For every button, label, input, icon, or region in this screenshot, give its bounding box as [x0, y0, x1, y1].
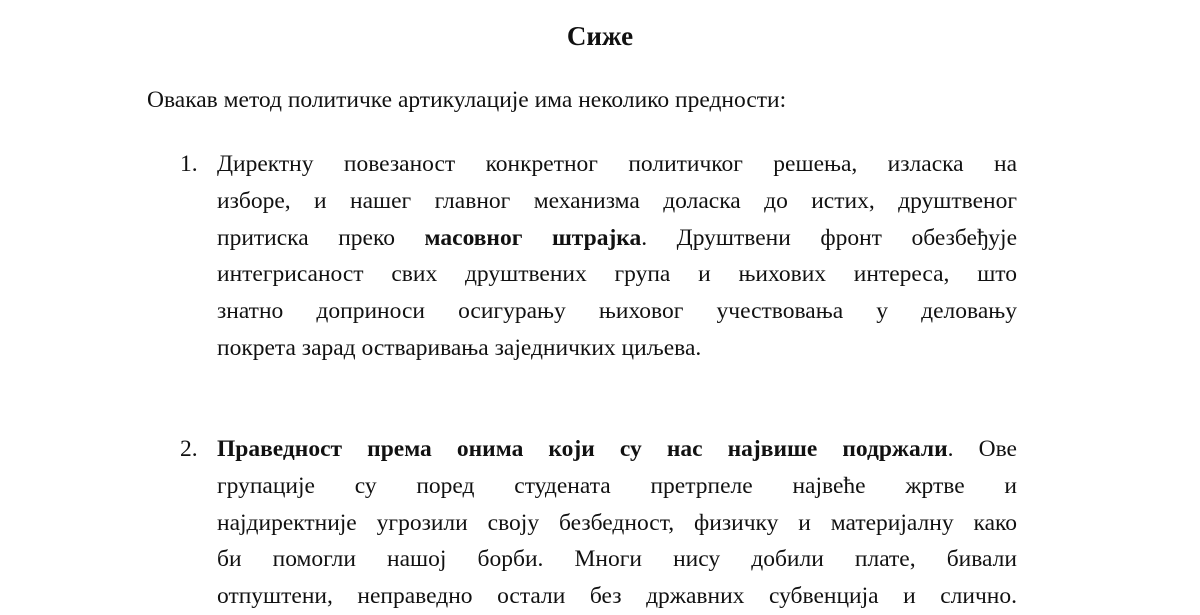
text-line: [217, 431, 1017, 468]
text-run: отпуштени, неправедно остали без државних субвенција и слично.: [217, 583, 1017, 610]
list-item-number: 2.: [180, 436, 198, 462]
bold-text-run: Праведност према онима који су нас највише подржали: [217, 436, 948, 462]
text-run: знатно доприноси осигурању њиховог учествовања у деловању: [217, 298, 1017, 325]
text-line: [217, 468, 1017, 505]
text-run: би помогли нашој борби. Многи нису добили плате, бивали: [217, 546, 1017, 573]
text-line: [217, 330, 1017, 367]
text-run: . Ове: [947, 436, 1017, 462]
text-line: [217, 293, 1017, 330]
text-run: Директну повезаност конкретног политичког решења, изласка на: [217, 151, 1017, 177]
text-line: [217, 220, 1017, 257]
text-run: најдиректније угрозили своју безбедност, физичку и материјалну како: [217, 509, 1017, 536]
document-title: Сиже: [566, 21, 634, 51]
text-run: интегрисаност свих друштвених група и њихових интереса, што: [217, 261, 1017, 288]
list-item: [180, 146, 1060, 367]
text-run: . Друштвени фронт обезбеђује: [641, 224, 1018, 251]
text-line: [217, 256, 1017, 293]
text-line: [217, 541, 1017, 578]
text-line: [217, 578, 1017, 615]
text-run: покрета зарад остваривања заједничких циљева.: [217, 334, 702, 361]
text-run: притиска преко: [217, 224, 425, 251]
list-item-text: [217, 146, 1017, 367]
text-run: групације су поред студената претрпеле највеће жртве и: [217, 472, 1017, 499]
list-item-number: 1.: [180, 151, 198, 177]
text-line: [217, 505, 1017, 542]
text-run: изборе, и нашег главног механизма доласка до истих, друштвеног: [217, 187, 1017, 214]
text-line: [217, 183, 1017, 220]
list-item: [180, 431, 1060, 615]
list-item-text: [217, 431, 1017, 615]
text-line: [217, 146, 1017, 183]
intro-paragraph: Овакав метод политичке артикулације има неколико предности:: [147, 87, 787, 113]
bold-text-run: масовног штрајка: [424, 224, 642, 251]
